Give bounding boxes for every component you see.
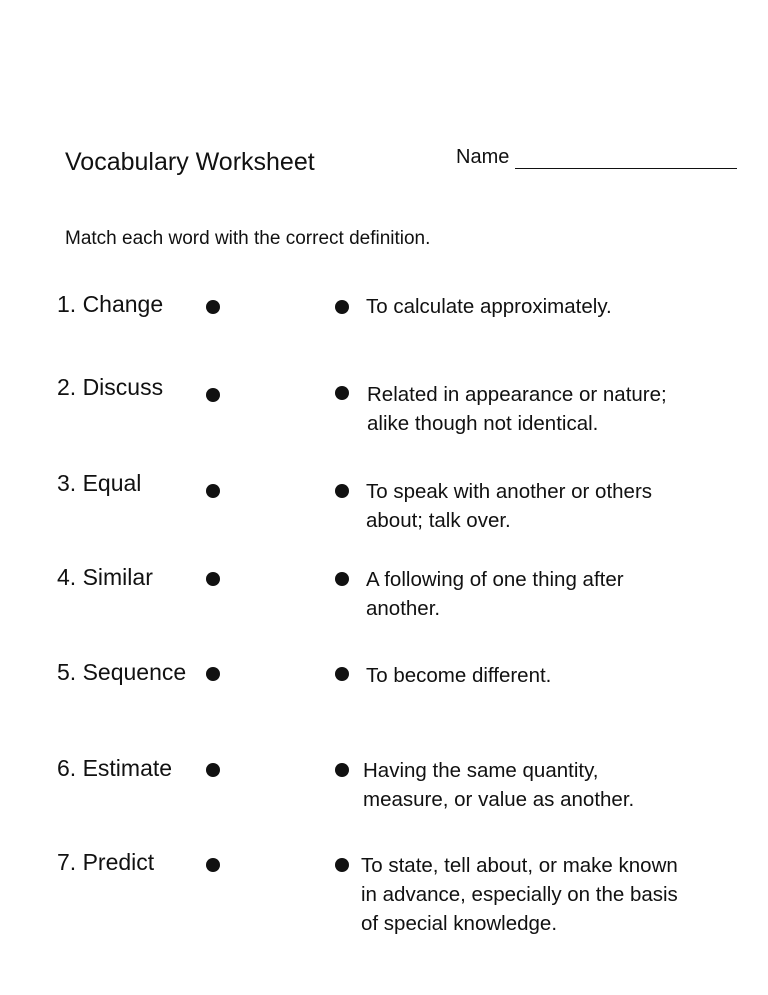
word-item: 2. Discuss xyxy=(57,374,164,400)
instructions: Match each word with the correct definition. xyxy=(65,228,431,249)
word-item: 4. Similar xyxy=(57,564,153,590)
word-dot[interactable] xyxy=(206,572,220,586)
definition-line: A following of one thing after xyxy=(366,568,624,591)
definition-line: To calculate approximately. xyxy=(366,295,612,318)
definition-item xyxy=(367,380,667,438)
definition-line: another. xyxy=(366,597,441,620)
name-blank-line[interactable] xyxy=(515,168,737,169)
definition-item xyxy=(366,661,551,690)
definition-item xyxy=(361,851,678,938)
word-dot[interactable] xyxy=(206,858,220,872)
definition-item xyxy=(366,292,612,321)
word-dot[interactable] xyxy=(206,763,220,777)
definition-line: alike though not identical. xyxy=(367,412,599,435)
definition-line: To become different. xyxy=(366,664,552,687)
word-dot[interactable] xyxy=(206,300,220,314)
definition-line: To state, tell about, or make known xyxy=(361,854,678,877)
definition-dot[interactable] xyxy=(335,484,349,498)
word-item: 5. Sequence xyxy=(57,659,187,685)
definition-line: To speak with another or others xyxy=(366,480,653,503)
definition-line: Related in appearance or nature; xyxy=(367,383,667,406)
definition-dot[interactable] xyxy=(335,386,349,400)
definition-line: of special knowledge. xyxy=(361,912,558,935)
word-item: 6. Estimate xyxy=(57,755,173,781)
definition-line: in advance, especially on the basis xyxy=(361,883,678,906)
word-dot[interactable] xyxy=(206,667,220,681)
definition-item xyxy=(366,565,624,623)
word-dot[interactable] xyxy=(206,388,220,402)
worksheet-title: Vocabulary Worksheet xyxy=(65,148,315,176)
definition-item xyxy=(366,477,652,535)
definition-line: measure, or value as another. xyxy=(363,788,635,811)
definition-line: Having the same quantity, xyxy=(363,759,599,782)
definition-dot[interactable] xyxy=(335,763,349,777)
word-item: 7. Predict xyxy=(57,849,155,875)
definition-dot[interactable] xyxy=(335,300,349,314)
definition-item xyxy=(363,756,634,814)
definition-dot[interactable] xyxy=(335,667,349,681)
word-item: 1. Change xyxy=(57,291,164,317)
name-label: Name xyxy=(456,146,510,168)
definition-line: about; talk over. xyxy=(366,509,511,532)
definition-dot[interactable] xyxy=(335,572,349,586)
word-item: 3. Equal xyxy=(57,470,142,496)
word-dot[interactable] xyxy=(206,484,220,498)
definition-dot[interactable] xyxy=(335,858,349,872)
